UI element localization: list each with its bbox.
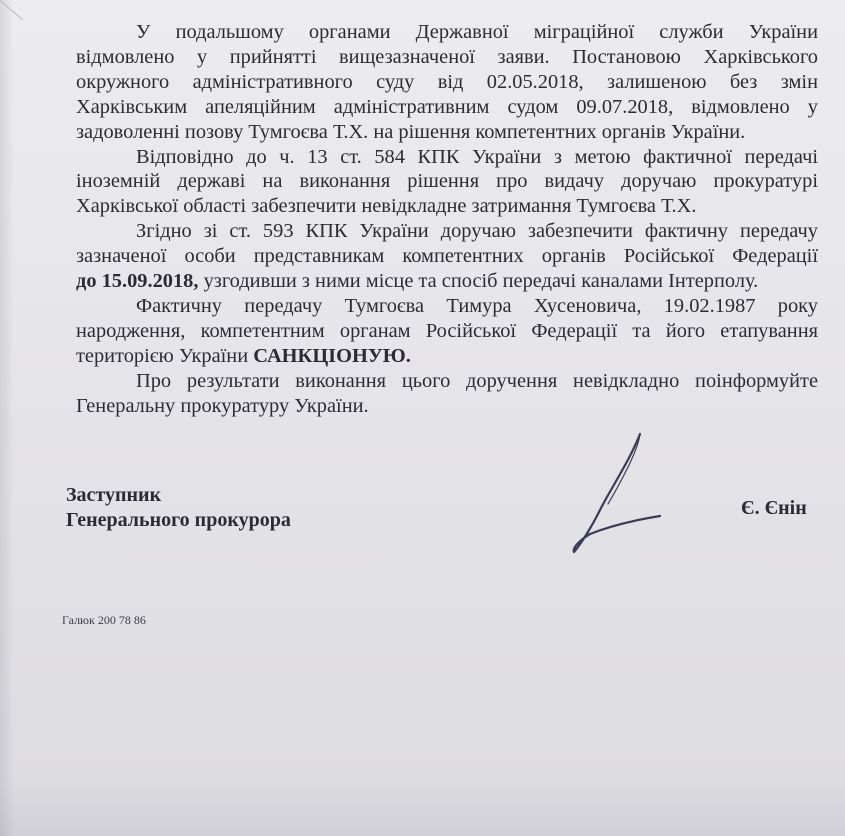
text-line: відмовлено у прийнятті вищезазначеної заяви. Постановою Харківського: [76, 45, 818, 68]
text-line: Фактичну передачу Тумгоєва Тимура Хусеновича, 19.02.1987 року: [136, 294, 818, 317]
sanction-word: САНКЦІОНУЮ.: [253, 344, 411, 367]
paper-shadow-bottom: [0, 776, 845, 836]
paper-shadow-left: [0, 0, 14, 836]
text-line: іноземній державі на виконання рішення про видачу доручаю прокуратурі: [76, 170, 818, 193]
paragraph-detention-order: [76, 145, 818, 220]
text-line: [76, 344, 818, 369]
text-line: Згідно зі ст. 593 КПК України доручаю забезпечити фактичну передачу: [136, 220, 818, 243]
text-line: Відповідно до ч. 13 ст. 584 КПК України з метою фактичної передачі: [136, 145, 818, 168]
signatory-title-line: Генерального прокурора: [66, 509, 291, 531]
text-line: народження, компетентним органам Російської Федерації та його етапування: [76, 319, 818, 342]
executor-phone: Галюк 200 78 86: [62, 613, 146, 627]
text-line: Про результати виконання цього доручення невідкладно поінформуйте: [136, 369, 818, 392]
text-segment: узгодивши з ними місце та спосіб передачі каналами Інтерполу.: [198, 270, 759, 293]
text-line: У подальшому органами Державної міграційної служби України: [136, 21, 818, 43]
handwritten-signature: [560, 430, 680, 560]
text-line: Генеральну прокуратуру України.: [76, 394, 369, 417]
paragraph-sanction: [76, 294, 818, 369]
text-line: [76, 269, 818, 294]
signatory-title-line: Заступник: [66, 484, 162, 506]
signatory-title: [66, 483, 291, 533]
text-line: зазначеної особи представникам компетентних органів Російської Федерації: [76, 245, 818, 268]
text-line: Харківської області забезпечити невідкладне затримання Тумгоєва Т.Х.: [76, 195, 697, 218]
signatory-name: Є. Єнін: [741, 497, 807, 519]
text-line: задоволенні позову Тумгоєва Т.Х. на рішення компетентних органів України.: [76, 120, 746, 143]
paragraph-refusal: [76, 20, 818, 145]
document-body: [76, 20, 818, 419]
text-line: Харківським апеляційним адміністративним судом 09.07.2018, відмовлено у: [76, 95, 818, 118]
paragraph-report-request: [76, 369, 818, 419]
paragraph-transfer-order: [76, 219, 818, 294]
text-segment: територією України: [76, 344, 254, 367]
text-line: окружного адміністративного суду від 02.05.2018, залишеною без змін: [76, 70, 818, 93]
deadline-date: до 15.09.2018,: [76, 270, 199, 293]
